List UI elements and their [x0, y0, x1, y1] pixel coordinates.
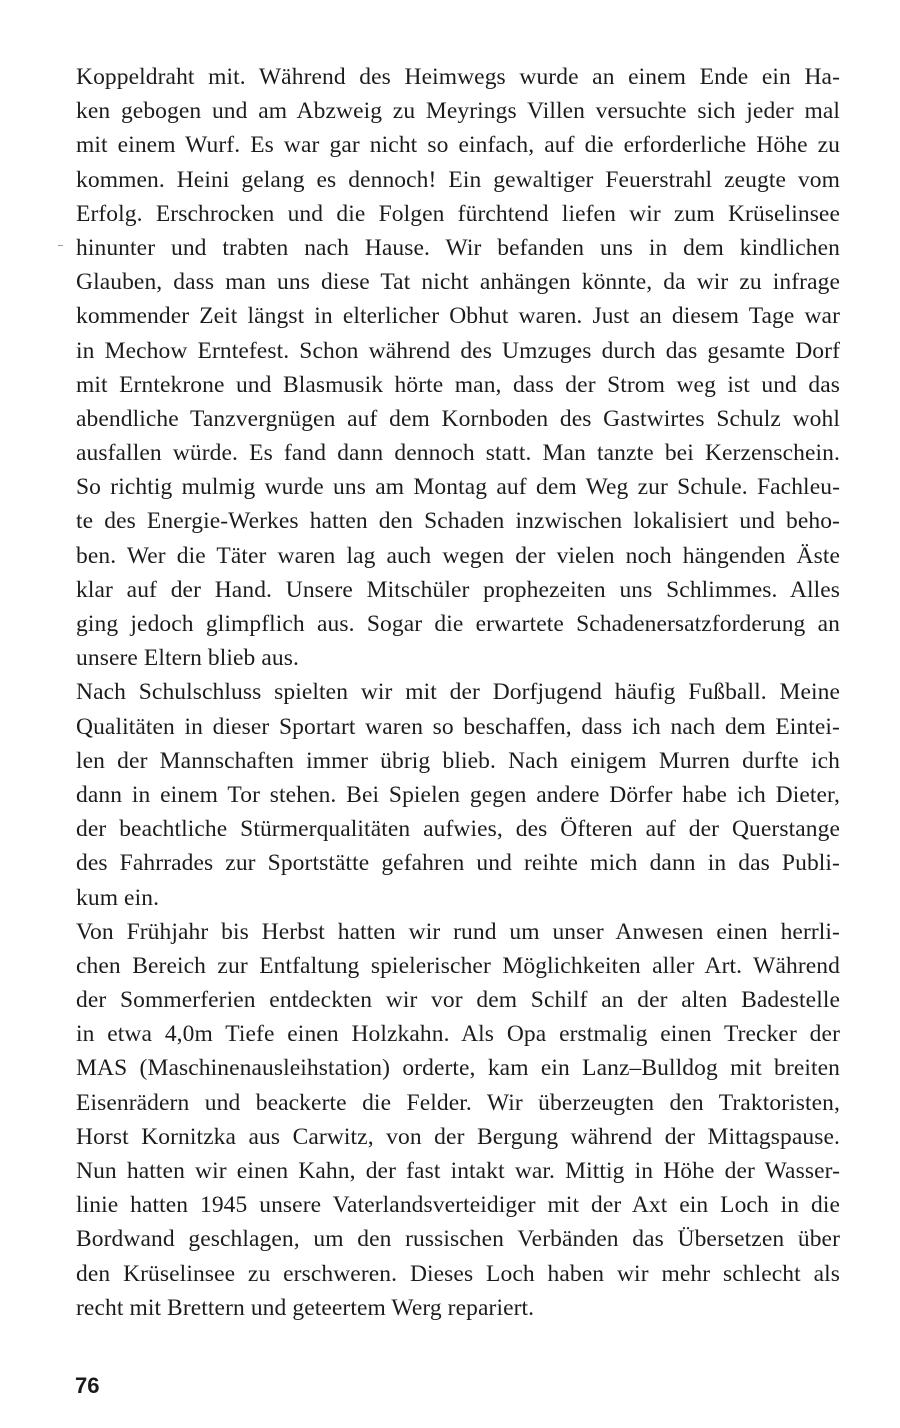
- text-line: mit einem Wurf. Es war gar nicht so einfach, auf die erforderliche Höhe zu: [76, 132, 840, 159]
- text-line: der beachtliche Stürmerqualitäten aufwies, des Öfteren auf der Querstange: [76, 816, 840, 843]
- text-line: Glauben, dass man uns diese Tat nicht anhängen könnte, da wir zu infrage: [76, 269, 840, 296]
- text-line: hinunter und trabten nach Hause. Wir befanden uns in dem kindlichen: [76, 234, 840, 261]
- text-line: mit Erntekrone und Blasmusik hörte man, dass der Strom weg ist und das: [76, 371, 840, 398]
- text-line: chen Bereich zur Entfaltung spielerischer Möglichkeiten aller Art. Während: [76, 952, 840, 979]
- text-line: ausfallen würde. Es fand dann dennoch statt. Man tanzte bei Kerzenschein.: [76, 440, 840, 467]
- text-line: Erfolg. Erschrocken und die Folgen fürchtend liefen wir zum Krüselinsee: [76, 200, 840, 227]
- text-line: des Fahrrades zur Sportstätte gefahren und reihte mich dann in das Publi-: [76, 850, 840, 877]
- text-line: Qualitäten in dieser Sportart waren so beschaffen, dass ich nach dem Eintei-: [76, 713, 840, 740]
- text-line: kommender Zeit längst in elterlicher Obhut waren. Just an diesem Tage war: [76, 303, 840, 330]
- text-line: kommen. Heini gelang es dennoch! Ein gewaltiger Feuerstrahl zeugte vom: [76, 166, 840, 193]
- text-line: Koppeldraht mit. Während des Heimwegs wurde an einem Ende ein Ha-: [76, 64, 840, 90]
- body-text: [76, 60, 840, 1325]
- text-line: der Sommerferien entdeckten wir vor dem Schilf an der alten Badestelle: [76, 987, 840, 1014]
- text-line: in Mechow Erntefest. Schon während des Umzuges durch das gesamte Dorf: [76, 337, 840, 364]
- text-line: Nun hatten wir einen Kahn, der fast intakt war. Mittig in Höhe der Wasser-: [76, 1158, 840, 1184]
- text-line: abendliche Tanzvergnügen auf dem Kornboden des Gastwirtes Schulz wohl: [76, 405, 840, 432]
- text-line: Bordwand geschlagen, um den russischen Verbänden das Übersetzen über: [76, 1226, 840, 1253]
- text-line: So richtig mulmig wurde uns am Montag auf dem Weg zur Schule. Fachleu-: [76, 474, 840, 501]
- text-line: ken gebogen und am Abzweig zu Meyrings Villen versuchte sich jeder mal: [76, 98, 840, 125]
- text-line: MAS (Maschinenausleihstation) orderte, kam ein Lanz–Bulldog mit breiten: [76, 1055, 840, 1082]
- margin-mark: [58, 245, 63, 246]
- text-line: Nach Schulschluss spielten wir mit der Dorfjugend häufig Fußball. Meine: [76, 679, 840, 706]
- text-line: linie hatten 1945 unsere Vaterlandsverteidiger mit der Axt ein Loch in die: [76, 1192, 840, 1219]
- text-line: klar auf der Hand. Unsere Mitschüler prophezeiten uns Schlimmes. Alles: [76, 576, 840, 603]
- paragraph-end-line: unsere Eltern blieb aus.: [76, 645, 299, 672]
- text-line: in etwa 4,0m Tiefe einen Holzkahn. Als Opa erstmalig einen Trecker der: [76, 1021, 840, 1048]
- text-line: Von Frühjahr bis Herbst hatten wir rund um unser Anwesen einen herrli-: [76, 918, 840, 945]
- paragraph-end-line: recht mit Brettern und geteertem Werg repariert.: [76, 1294, 535, 1321]
- text-line: te des Energie-Werkes hatten den Schaden inzwischen lokalisiert und beho-: [76, 508, 840, 535]
- text-line: den Krüselinsee zu erschweren. Dieses Loch haben wir mehr schlecht als: [76, 1260, 840, 1287]
- text-line: len der Mannschaften immer übrig blieb. Nach einigem Murren durfte ich: [76, 747, 840, 774]
- text-line: Horst Kornitzka aus Carwitz, von der Bergung während der Mittagspause.: [76, 1123, 840, 1150]
- paragraph-end-line: kum ein.: [76, 884, 160, 911]
- page-number: 76: [75, 1373, 100, 1398]
- text-line: ben. Wer die Täter waren lag auch wegen der vielen noch hängenden Äste: [76, 542, 840, 569]
- text-line: dann in einem Tor stehen. Bei Spielen gegen andere Dörfer habe ich Dieter,: [76, 781, 840, 808]
- text-line: Eisenrädern und beackerte die Felder. Wir überzeugten den Traktoristen,: [76, 1089, 840, 1116]
- text-line: ging jedoch glimpflich aus. Sogar die erwartete Schadenersatzforderung an: [76, 611, 840, 637]
